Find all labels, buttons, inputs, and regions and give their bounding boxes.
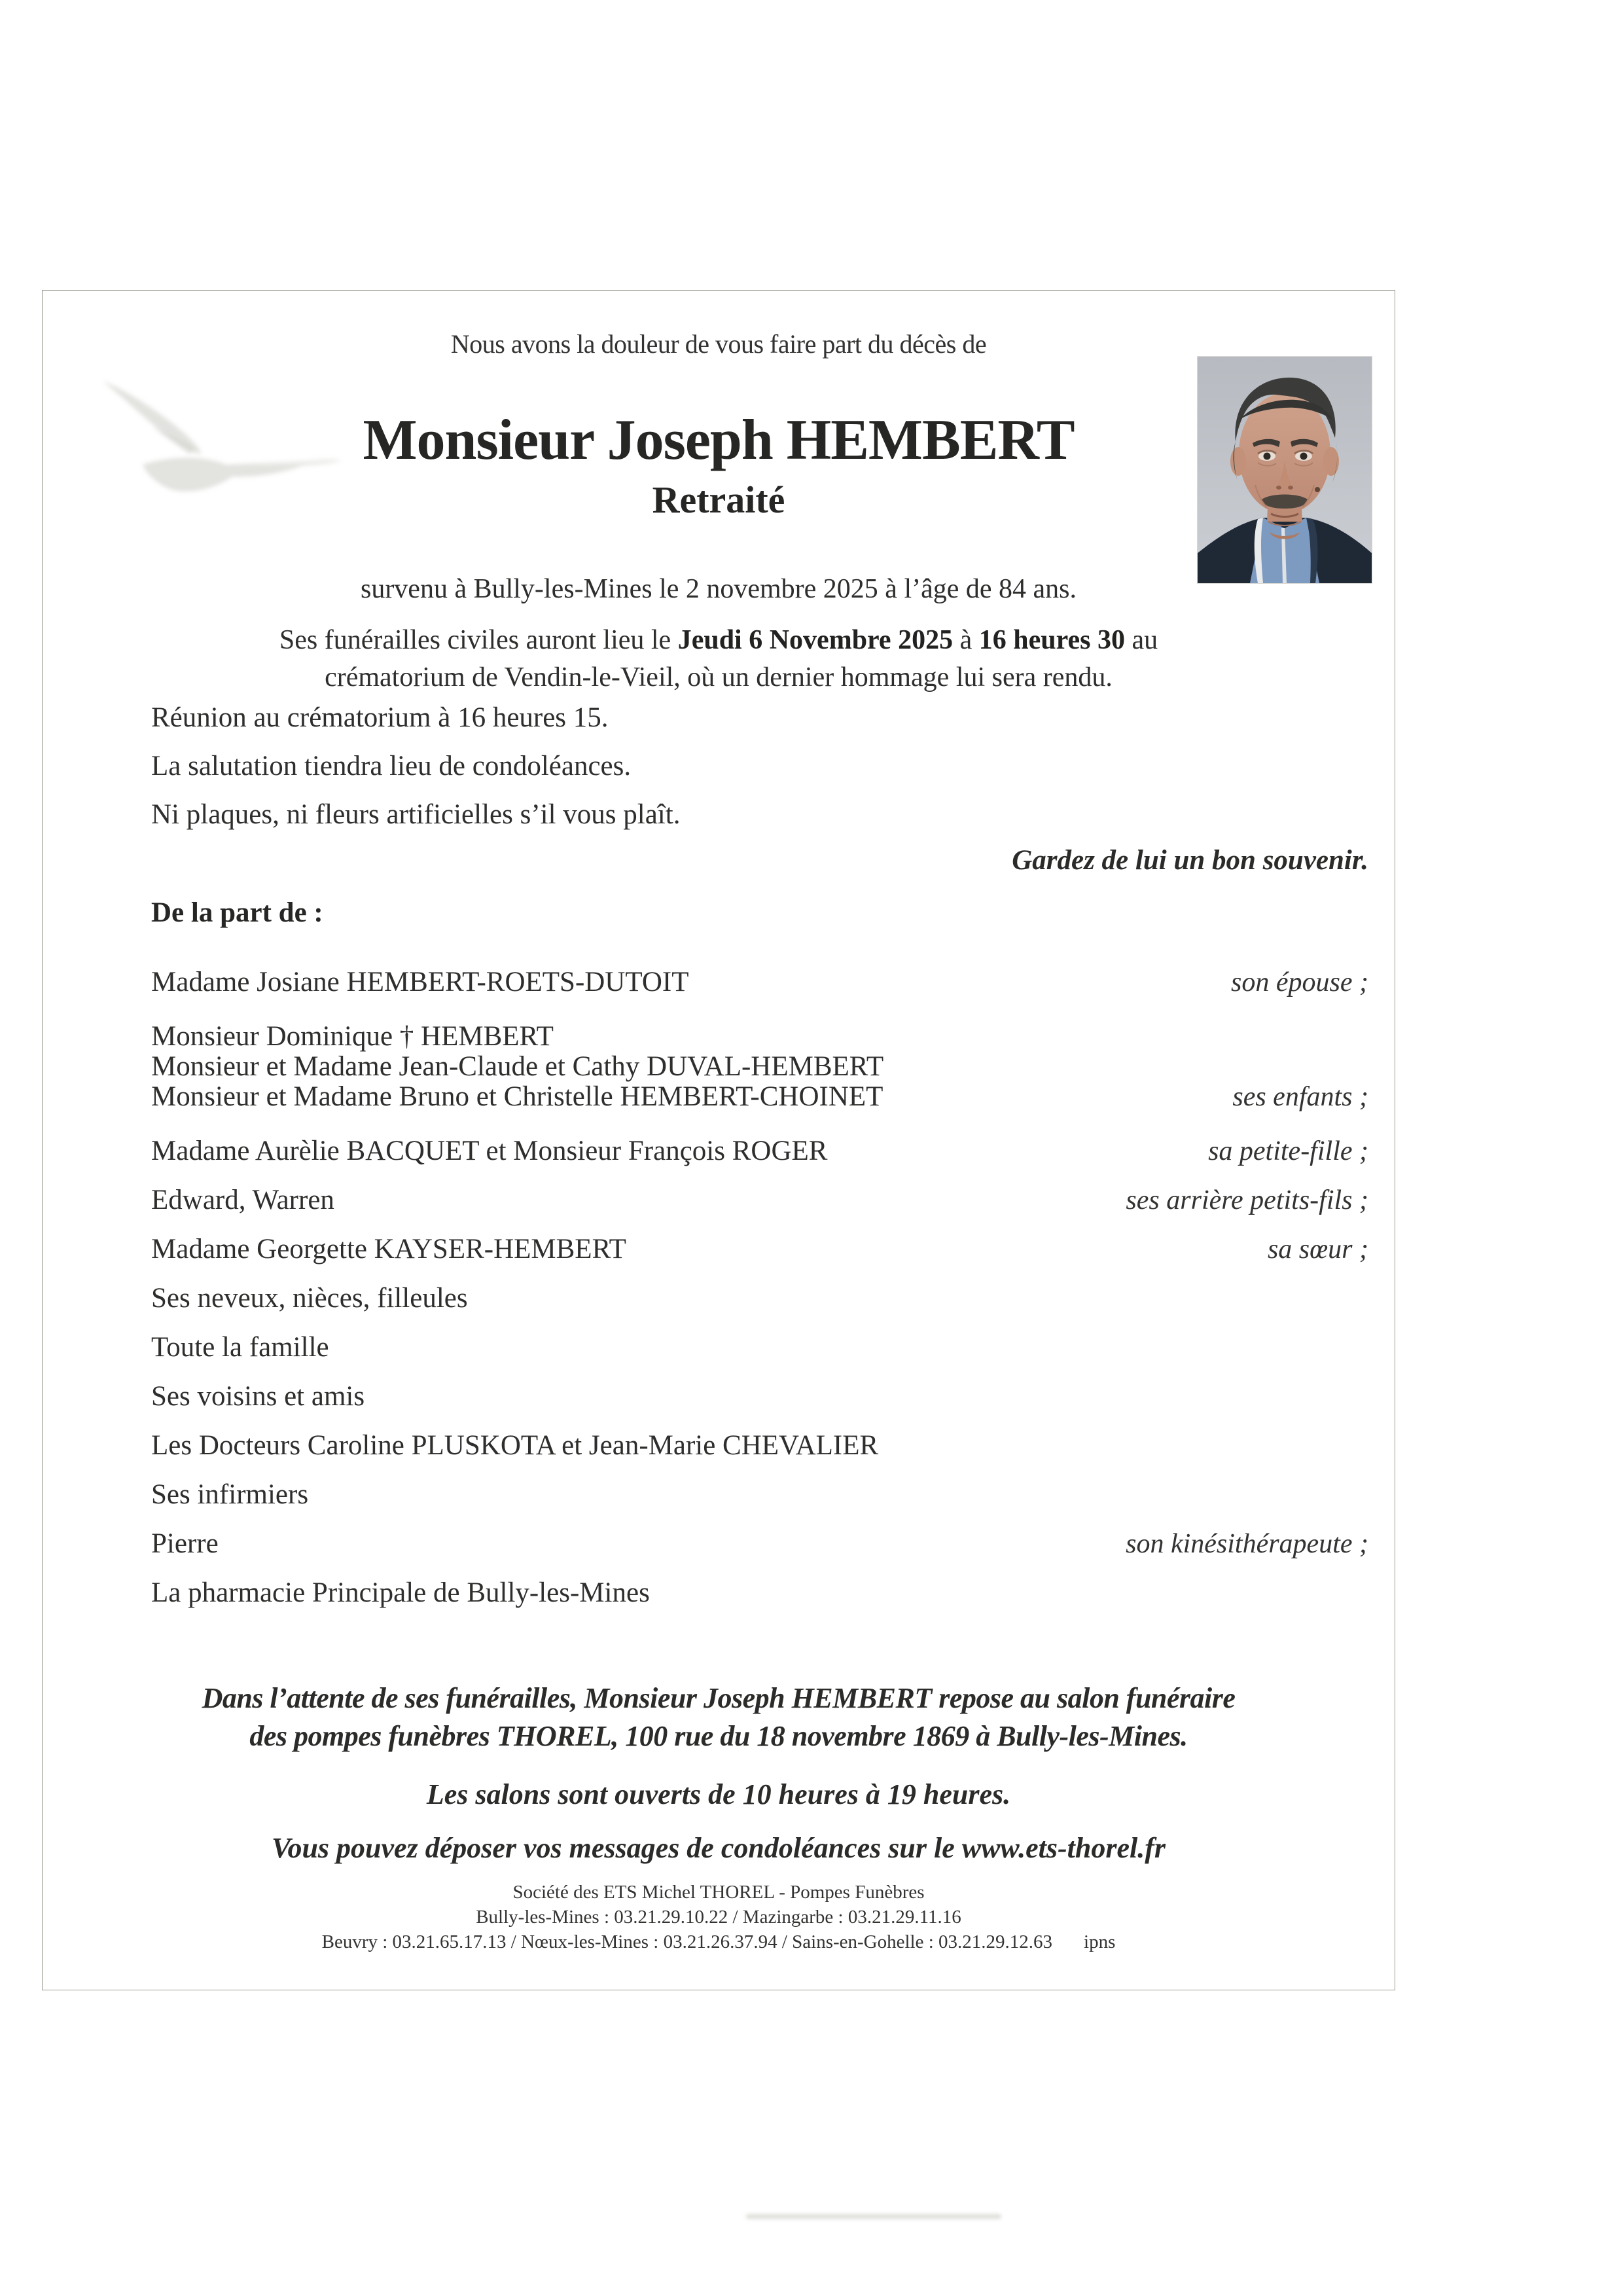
condolence-line: La salutation tiendra lieu de condoléances. (151, 751, 632, 781)
scan-artifact (746, 2214, 1001, 2219)
resting-statement (43, 1679, 1395, 1755)
family-row (151, 1283, 1368, 1314)
funeral-date: Jeudi 6 Novembre 2025 (677, 625, 954, 655)
funeral-line-1 (43, 622, 1395, 659)
family-name: Monsieur et Madame Jean-Claude et Cathy DUVAL-HEMBERT (151, 1051, 884, 1082)
family-row (151, 1578, 1368, 1608)
family-name: Edward, Warren (151, 1185, 334, 1215)
family-row (151, 1529, 1368, 1559)
family-row (151, 1022, 1368, 1112)
family-row (151, 1185, 1368, 1215)
footer-phones-2-text: Beuvry : 03.21.65.17.13 / Nœux-les-Mines : 03.21.26.37.94 / Sains-en-Gohelle : 03.21.29.12.63 (321, 1931, 1053, 1952)
intro-line: Nous avons la douleur de vous faire part du décès de (450, 329, 987, 359)
deceased-name: Monsieur Joseph HEMBERT (363, 408, 1075, 472)
footer (43, 1880, 1395, 1954)
from-label: De la part de : (151, 897, 323, 928)
family-name: Monsieur et Madame Bruno et Christelle HEMBERT-CHOINET (151, 1081, 883, 1112)
family-name: Madame Aurèlie BACQUET et Monsieur François ROGER (151, 1136, 828, 1166)
funeral-post-text: au (1124, 625, 1158, 655)
family-name: Madame Georgette KAYSER-HEMBERT (151, 1234, 626, 1265)
family-name: Pierre (151, 1528, 219, 1559)
family-row (151, 967, 1368, 997)
family-row (151, 1480, 1368, 1510)
online-condolences: Vous pouvez déposer vos messages de condoléances sur le www.ets-thorel.fr (271, 1832, 1166, 1864)
family-relation: son épouse ; (1231, 967, 1368, 997)
meeting-line: Réunion au crématorium à 16 heures 15. (151, 702, 609, 733)
family-relation: sa sœur ; (1267, 1234, 1368, 1265)
keepsake-line: Gardez de lui un bon souvenir. (1012, 845, 1368, 876)
family-relation: son kinésithérapeute ; (1126, 1529, 1368, 1559)
family-row (151, 1333, 1368, 1363)
footer-company: Société des ETS Michel THOREL - Pompes Funèbres (512, 1882, 925, 1903)
funeral-line-2: crématorium de Vendin-le-Vieil, où un dernier hommage lui sera rendu. (325, 662, 1113, 692)
family-name: La pharmacie Principale de Bully-les-Mines (151, 1577, 650, 1608)
footer-phones-2 (43, 1929, 1395, 1954)
family-name: Ses infirmiers (151, 1479, 309, 1510)
funeral-time: 16 heures 30 (978, 625, 1125, 655)
family-name: Ses neveux, nièces, filleules (151, 1283, 468, 1314)
family-relation: ses arrière petits-fils ; (1126, 1185, 1368, 1215)
family-name: Madame Josiane HEMBERT-ROETS-DUTOIT (151, 967, 689, 997)
funeral-pre-text: Ses funérailles civiles auront lieu le (279, 625, 678, 655)
family-row (151, 1234, 1368, 1265)
family-row (151, 1136, 1368, 1166)
family-name: Ses voisins et amis (151, 1381, 365, 1412)
page-frame (42, 290, 1395, 1990)
deceased-status: Retraité (652, 478, 785, 521)
resting-line-2: des pompes funèbres THOREL, 100 rue du 18 novembre 1869 à Bully-les-Mines. (249, 1720, 1188, 1752)
family-name: Toute la famille (151, 1332, 329, 1363)
salon-hours: Les salons sont ouverts de 10 heures à 19 heures. (426, 1778, 1011, 1810)
family-name: Monsieur Dominique † HEMBERT (151, 1021, 554, 1052)
death-statement: survenu à Bully-les-Mines le 2 novembre 2025 à l’âge de 84 ans. (360, 574, 1077, 604)
resting-line-1: Dans l’attente de ses funérailles, Monsieur Joseph HEMBERT repose au salon funéraire (202, 1682, 1236, 1714)
no-flowers-line: Ni plaques, ni fleurs artificielles s’il vous plaît. (151, 799, 681, 830)
ipns-label: ipns (1084, 1931, 1116, 1952)
footer-phones-1: Bully-les-Mines : 03.21.29.10.22 / Mazingarbe : 03.21.29.11.16 (476, 1907, 961, 1928)
funeral-mid-text: à (953, 625, 979, 655)
family-relation: sa petite-fille ; (1208, 1136, 1368, 1166)
family-name: Les Docteurs Caroline PLUSKOTA et Jean-Marie CHEVALIER (151, 1430, 879, 1461)
family-row (151, 1431, 1368, 1461)
family-relation: ses enfants ; (1232, 1082, 1368, 1112)
family-row (151, 1382, 1368, 1412)
funeral-announcement (43, 622, 1395, 696)
family-list (151, 967, 1368, 1627)
